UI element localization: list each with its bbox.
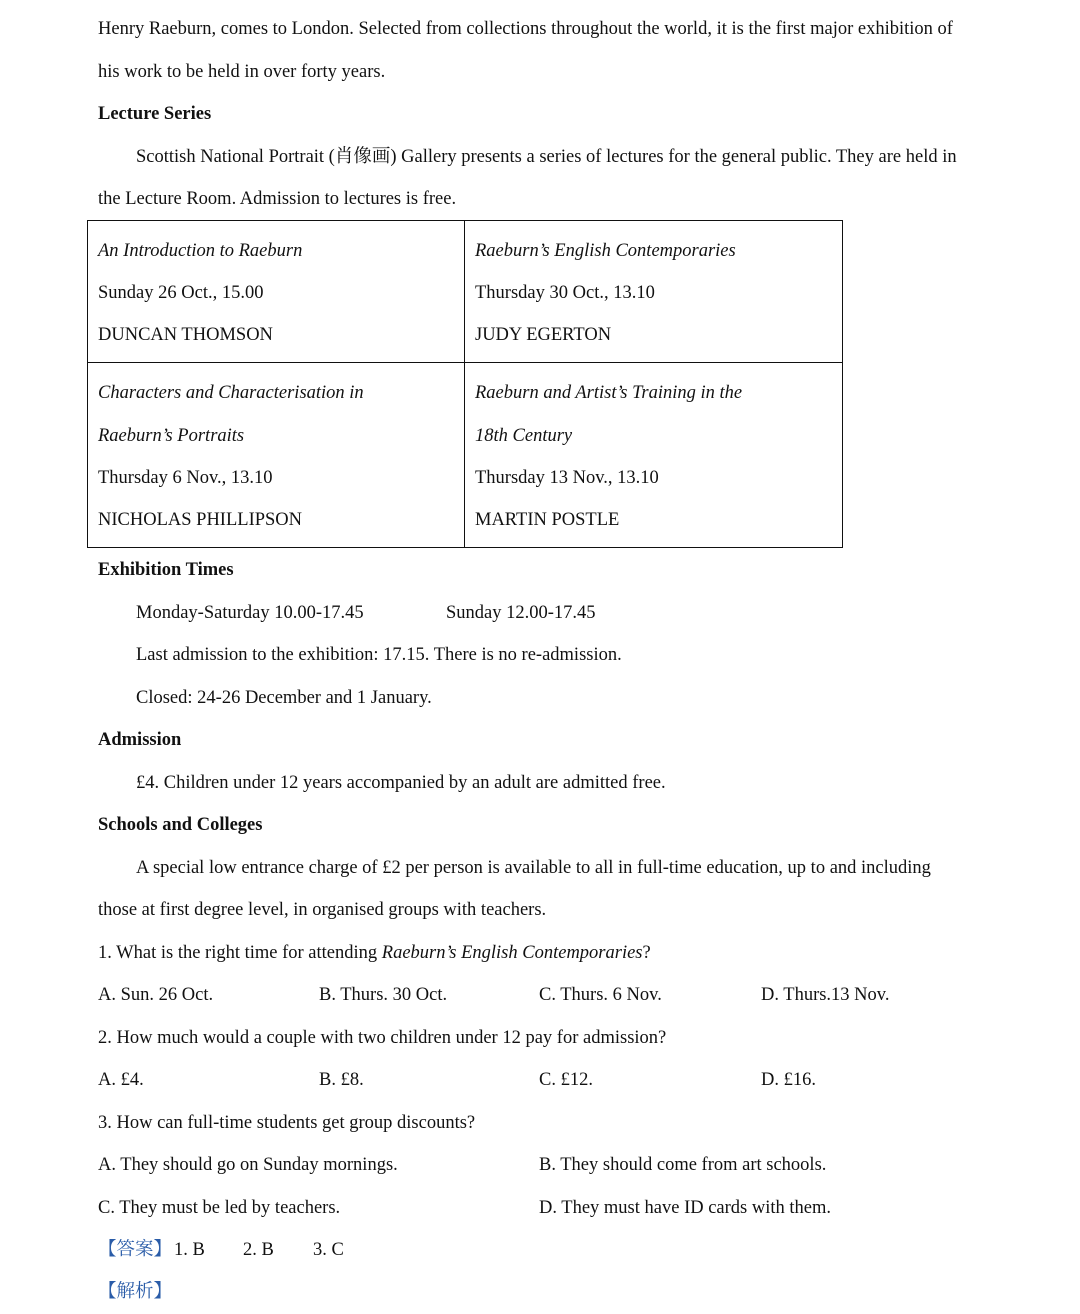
lecture-title-line-2: Raeburn’s Portraits (98, 426, 245, 446)
lecture-title-line-2: 18th Century (475, 426, 573, 446)
question-italic-title: Raeburn’s English Contemporaries (381, 943, 643, 963)
answer-3: 3. C (313, 1240, 344, 1260)
question-1-option-d: D. Thurs.13 Nov. (761, 985, 890, 1005)
schools-text-line-2: those at first degree level, in organised groups with teachers. (98, 900, 547, 920)
exhibition-sunday-hours: Sunday 12.00-17.45 (446, 603, 596, 623)
lecture-speaker: NICHOLAS PHILLIPSON (98, 510, 303, 530)
question-2-option-b: B. £8. (319, 1070, 364, 1090)
intro-line-2: his work to be held in over forty years. (98, 62, 386, 82)
lecture-series-para-line-1: Scottish National Portrait (肖像画) Gallery presents a series of lectures for the general public. They are held in (136, 147, 957, 167)
lecture-date: Thursday 30 Oct., 13.10 (475, 283, 655, 303)
question-3-option-a: A. They should go on Sunday mornings. (98, 1155, 398, 1175)
lecture-series-heading: Lecture Series (98, 104, 212, 124)
question-suffix: ? (642, 943, 651, 963)
lecture-speaker: DUNCAN THOMSON (98, 325, 273, 345)
question-3: 3. How can full-time students get group discounts? (98, 1113, 476, 1133)
table-row-divider (88, 362, 842, 363)
lecture-title: Raeburn and Artist’s Training in the (475, 383, 743, 403)
question-1-option-a: A. Sun. 26 Oct. (98, 985, 214, 1005)
exhibition-weekday-hours: Monday-Saturday 10.00-17.45 (136, 603, 364, 623)
answer-tag: 【答案】 (98, 1240, 173, 1260)
question-1-option-b: B. Thurs. 30 Oct. (319, 985, 448, 1005)
question-text: 1. What is the right time for attending (98, 943, 382, 963)
schools-text-line-1: A special low entrance charge of £2 per person is available to all in full-time education, up to and including (136, 858, 931, 878)
lecture-table (87, 220, 843, 548)
lecture-speaker: MARTIN POSTLE (475, 510, 620, 530)
lecture-title: Raeburn’s English Contemporaries (475, 241, 736, 261)
question-3-option-b: B. They should come from art schools. (539, 1155, 827, 1175)
lecture-date: Thursday 13 Nov., 13.10 (475, 468, 659, 488)
question-1-option-c: C. Thurs. 6 Nov. (539, 985, 662, 1005)
analysis-tag: 【解析】 (98, 1282, 173, 1302)
lecture-date: Thursday 6 Nov., 13.10 (98, 468, 273, 488)
admission-text: £4. Children under 12 years accompanied by an adult are admitted free. (136, 773, 666, 793)
answer-2: 2. B (243, 1240, 274, 1260)
question-3-option-d: D. They must have ID cards with them. (539, 1198, 831, 1218)
question-1 (98, 944, 651, 963)
lecture-series-para-line-2: the Lecture Room. Admission to lectures is free. (98, 189, 457, 209)
exhibition-times-heading: Exhibition Times (98, 560, 234, 580)
lecture-speaker: JUDY EGERTON (475, 325, 612, 345)
exhibition-last-admission: Last admission to the exhibition: 17.15. There is no re-admission. (136, 645, 622, 665)
schools-heading: Schools and Colleges (98, 815, 263, 835)
intro-line-1: Henry Raeburn, comes to London. Selected from collections throughout the world, it is the first major exhibition of (98, 19, 953, 39)
lecture-title: An Introduction to Raeburn (98, 241, 303, 261)
question-2-option-d: D. £16. (761, 1070, 816, 1090)
lecture-title: Characters and Characterisation in (98, 383, 364, 403)
question-2-option-a: A. £4. (98, 1070, 144, 1090)
table-column-divider (464, 221, 465, 547)
lecture-date: Sunday 26 Oct., 15.00 (98, 283, 264, 303)
question-2: 2. How much would a couple with two children under 12 pay for admission? (98, 1028, 667, 1048)
exhibition-closed-dates: Closed: 24-26 December and 1 January. (136, 688, 432, 708)
answer-1: 1. B (174, 1240, 205, 1260)
question-3-option-c: C. They must be led by teachers. (98, 1198, 341, 1218)
admission-heading: Admission (98, 730, 182, 750)
question-2-option-c: C. £12. (539, 1070, 593, 1090)
